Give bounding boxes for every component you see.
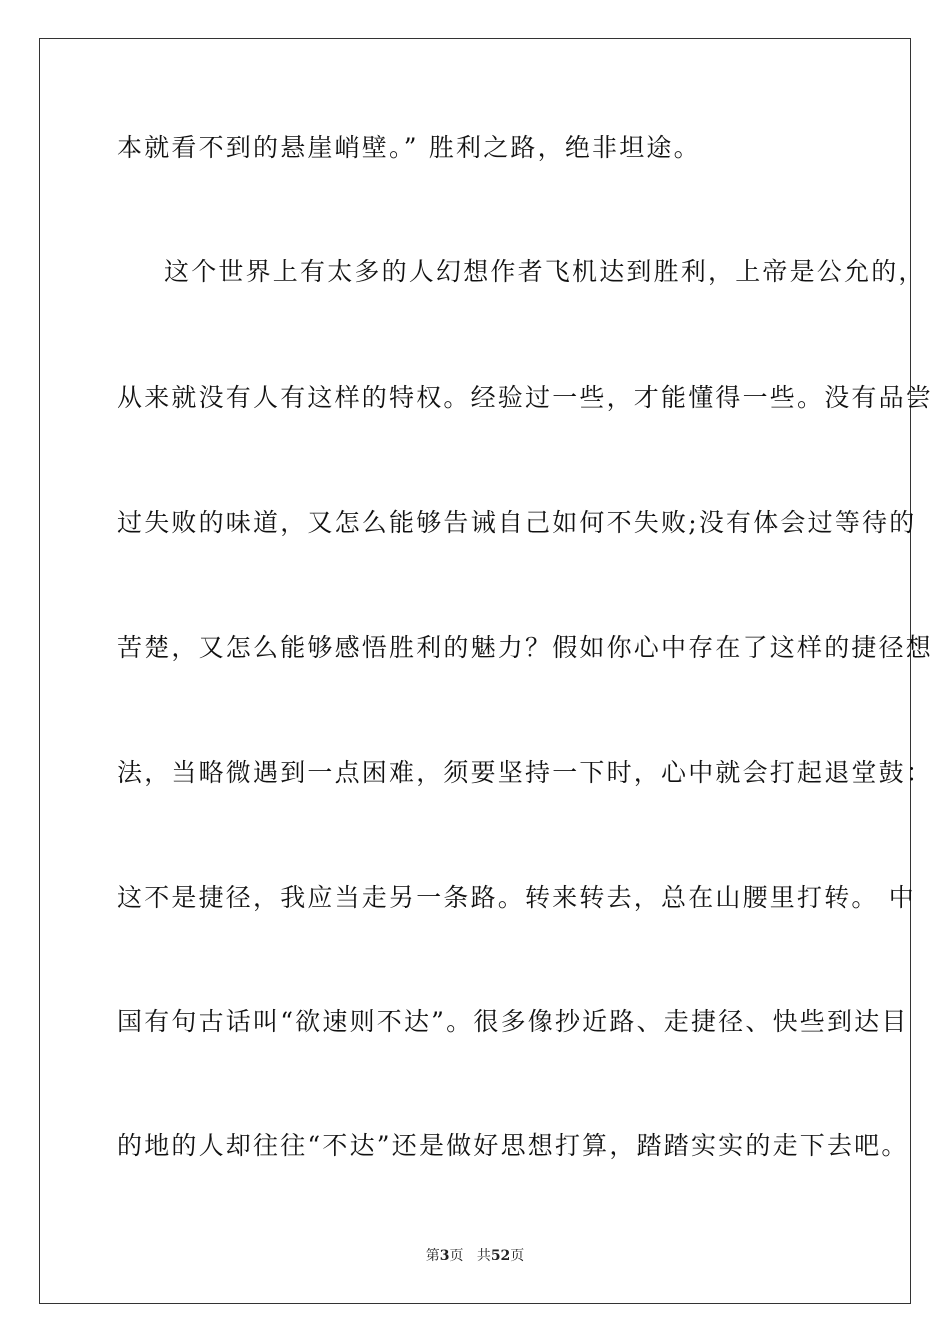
paragraph-line-4: 过失败的味道，又怎么能够告诫自己如何不失败;没有体会过等待的 bbox=[117, 508, 917, 537]
footer-page-number: 3 bbox=[439, 1248, 450, 1264]
paragraph-line-2: 这个世界上有太多的人幻想作者飞机达到胜利，上帝是公允的， bbox=[164, 257, 926, 286]
footer-page-suffix: 页 bbox=[449, 1248, 464, 1264]
footer-page-prefix: 第 bbox=[425, 1248, 440, 1264]
page-border bbox=[39, 38, 934, 1304]
paragraph-line-5: 苦楚，又怎么能够感悟胜利的魅力？假如你心中存在了这样的捷径想 bbox=[117, 633, 934, 662]
paragraph-line-6: 法，当略微遇到一点困难，须要坚持一下时，心中就会打起退堂鼓： bbox=[117, 758, 934, 787]
paragraph-line-1: 本就看不到的悬崖峭壁。” 胜利之路，绝非坦途。 bbox=[117, 133, 701, 162]
paragraph-line-3: 从来就没有人有这样的特权。经验过一些，才能懂得一些。没有品尝 bbox=[117, 383, 934, 412]
paragraph-line-9: 的地的人却往往“不达”还是做好思想打算，踏踏实实的走下去吧。 bbox=[117, 1131, 909, 1160]
page-footer bbox=[0, 1247, 950, 1265]
paragraph-line-7: 这不是捷径，我应当走另一条路。转来转去，总在山腰里打转。 中 bbox=[117, 883, 916, 912]
footer-total-suffix: 页 bbox=[510, 1248, 525, 1264]
footer-total-prefix: 共 bbox=[476, 1248, 491, 1264]
footer-total-pages: 52 bbox=[490, 1248, 511, 1264]
paragraph-line-8: 国有句古话叫“欲速则不达”。很多像抄近路、走捷径、快些到达目 bbox=[117, 1007, 909, 1036]
